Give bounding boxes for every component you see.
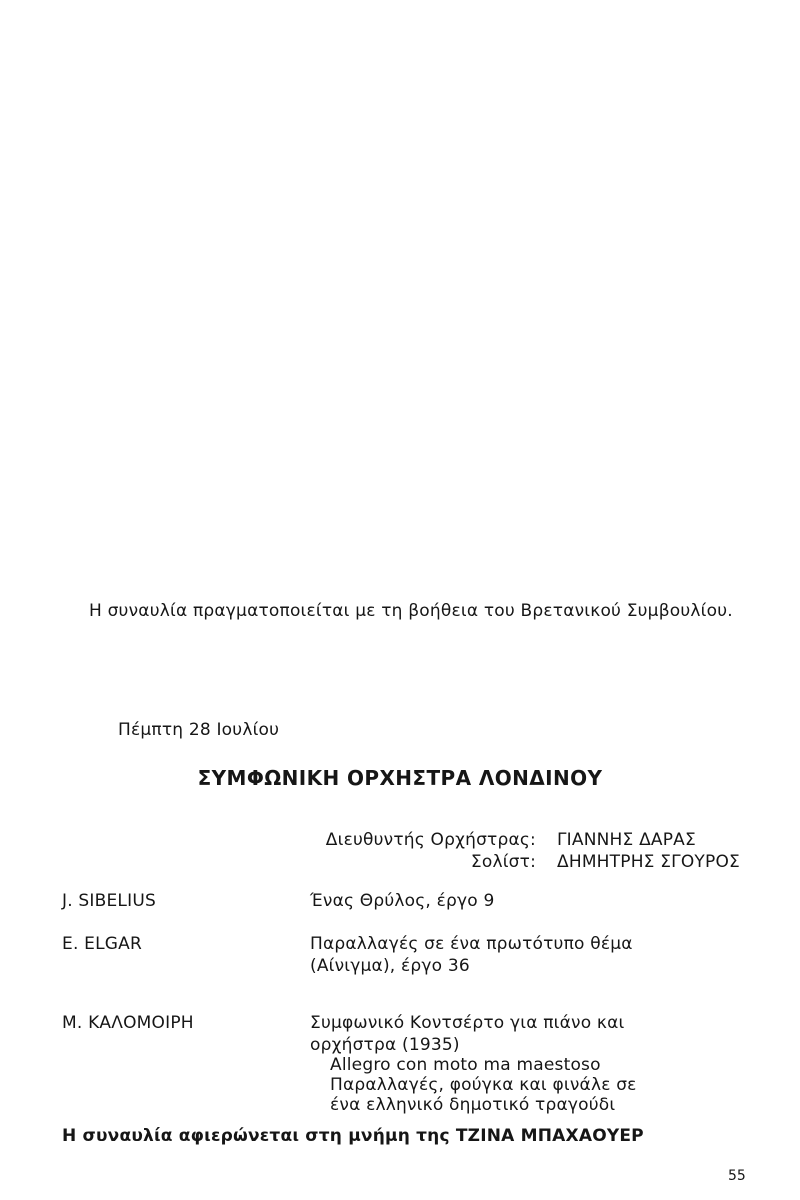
work-title-line: ορχήστρα (1935) [310, 1035, 460, 1055]
work-title-line: Συμφωνικό Κοντσέρτο για πιάνο και [310, 1013, 625, 1033]
concert-date: Πέμπτη 28 Ιουλίου [118, 720, 280, 740]
credit-name-conductor: ΓΙΑΝΝΗΣ ΔΑΡΑΣ [557, 830, 696, 850]
credit-role-soloist: Σολίστ: [470, 852, 536, 872]
movement-line: Παραλλαγές, φούγκα και φινάλε σε [330, 1075, 637, 1095]
work-title-line: Παραλλαγές σε ένα πρωτότυπο θέμα [310, 934, 633, 954]
page-title: ΣΥΜΦΩΝΙΚΗ ΟΡΧΗΣΤΡΑ ΛΟΝΔΙΝΟΥ [197, 766, 603, 790]
movement-line: Allegro con moto ma maestoso [330, 1055, 601, 1075]
composer-kalomiris: Μ. ΚΑΛΟΜΟΙΡΗ [62, 1013, 194, 1033]
composer-elgar: E. ELGAR [62, 934, 142, 954]
credit-name-soloist: ΔΗΜΗΤΡΗΣ ΣΓΟΥΡΟΣ [557, 852, 740, 872]
work-title-line: Ένας Θρύλος, έργο 9 [310, 891, 495, 911]
page-number: 55 [728, 1168, 746, 1184]
movement-line: ένα ελληνικό δημοτικό τραγούδι [330, 1095, 616, 1115]
credit-role-conductor: Διευθυντής Ορχήστρας: [325, 830, 536, 850]
sponsor-note: Η συναυλία πραγματοποιείται με τη βοήθεια του Βρετανικού Συμβουλίου. [89, 601, 733, 621]
work-title-line: (Αίνιγμα), έργο 36 [310, 956, 470, 976]
composer-sibelius: J. SIBELIUS [62, 891, 156, 911]
dedication-note: Η συναυλία αφιερώνεται στη μνήμη της ΤΖΙΝΑ ΜΠΑΧΑΟΥΕΡ [62, 1126, 644, 1146]
